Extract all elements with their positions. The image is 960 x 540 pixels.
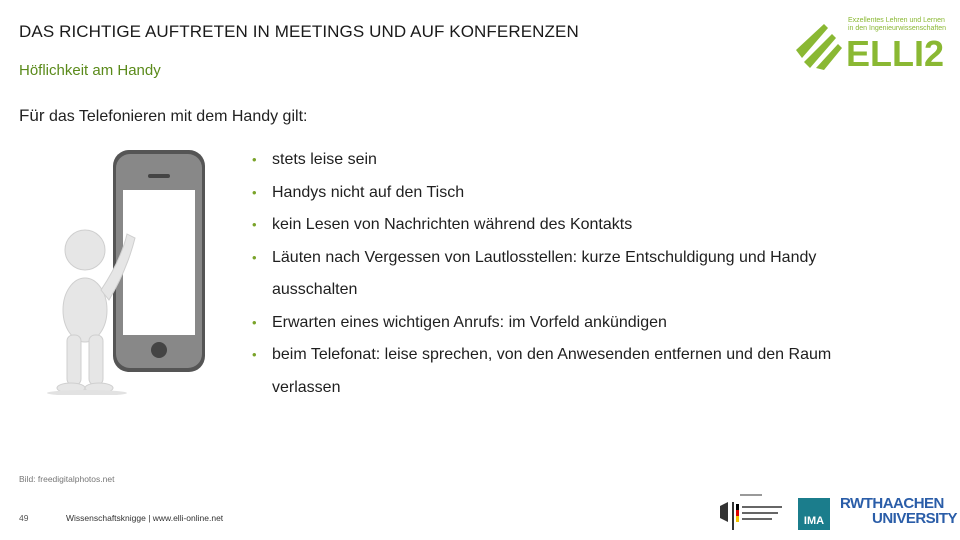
list-item: • Erwarten eines wichtigen Anrufs: im Vorfeld ankündigen — [252, 307, 942, 340]
list-item: • Handys nicht auf den Tisch — [252, 177, 942, 210]
rwth-line2: UNIVERSITY — [872, 510, 958, 527]
person-with-smartphone-illustration — [35, 150, 240, 395]
list-item-continuation: ausschalten — [272, 281, 358, 298]
list-item: • beim Telefonat: leise sprechen, von den Anwesenden entfernen und den Raum — [252, 339, 942, 372]
elli2-logo — [794, 14, 950, 70]
list-item: • Läuten nach Vergessen von Lautlosstellen: kurze Entschuldigung und Handy — [252, 242, 942, 275]
svg-text:ELLI2: ELLI2 — [846, 33, 945, 70]
slide-title: DAS RICHTIGE AUFTRETEN IN MEETINGS UND AUF KONFERENZEN — [19, 22, 579, 41]
bullet-dot: • — [252, 184, 257, 200]
bullet-dot: • — [252, 249, 257, 265]
slide-subtitle: Höflichkeit am Handy — [19, 62, 161, 79]
footer-text: Wissenschaftsknigge | www.elli-online.net — [66, 513, 224, 523]
list-item: • kein Lesen von Nachrichten während des Kontakts — [252, 209, 942, 242]
bullet-dot: • — [252, 314, 257, 330]
image-credit: Bild: freedigitalphotos.net — [19, 474, 115, 484]
page-number: 49 — [19, 513, 29, 523]
intro-first-word: Für — [19, 106, 45, 125]
svg-text:in den Ingenieurwissenschaften: in den Ingenieurwissenschaften — [848, 25, 947, 32]
list-item: • stets leise sein — [252, 144, 942, 177]
ima-logo: IMA — [798, 498, 830, 530]
intro-rest: das Telefonieren mit dem Handy gilt: — [44, 108, 308, 125]
rwth-logo — [840, 495, 958, 532]
bullet-dot: • — [252, 347, 257, 362]
intro-text — [19, 106, 307, 126]
federal-ministry-eagle-icon — [716, 492, 792, 532]
list-item-continuation: verlassen — [272, 378, 341, 396]
bullet-dot: • — [252, 217, 257, 232]
rwth-line1: RWTHAACHEN — [840, 495, 944, 512]
svg-text:Exzellentes Lehren und Lernen: Exzellentes Lehren und Lernen — [848, 17, 945, 24]
bullet-dot: • — [252, 152, 257, 167]
bullet-list — [252, 144, 942, 404]
